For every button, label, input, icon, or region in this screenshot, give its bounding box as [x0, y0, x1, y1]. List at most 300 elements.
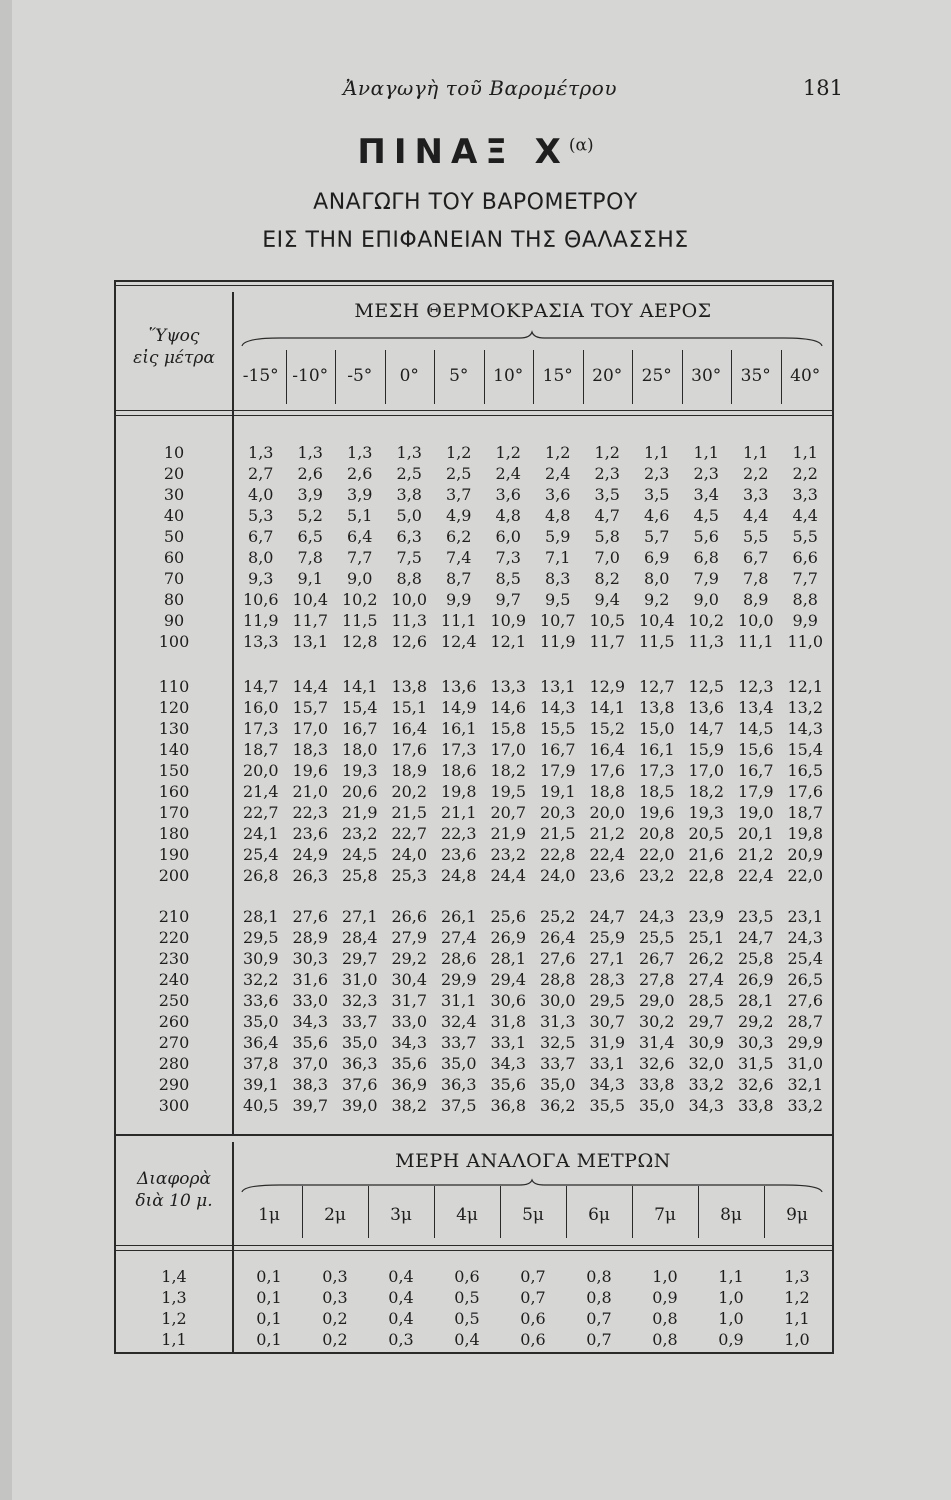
table-cell: 22,8: [539, 845, 576, 864]
table-cell: 34,3: [391, 1033, 428, 1052]
table-cell: 1,2: [446, 443, 472, 462]
table-cell: 29,4: [490, 970, 527, 989]
table-row: [236, 990, 830, 1011]
table-cell: 33,1: [589, 1054, 626, 1073]
parts-cell: 0,8: [586, 1267, 612, 1286]
parts-cell: 0,4: [388, 1267, 414, 1286]
table-cell: 31,7: [391, 991, 428, 1010]
table-row: [236, 718, 830, 739]
table-cell: 18,8: [589, 782, 626, 801]
table-cell: 34,3: [292, 1012, 329, 1031]
table-cell: 8,0: [644, 569, 670, 588]
parts-column-divider: [698, 1186, 699, 1238]
table-cell: 30,3: [737, 1033, 774, 1052]
table-cell: 14,3: [787, 719, 824, 738]
table-cell: 1,2: [545, 443, 571, 462]
table-row: [236, 865, 830, 886]
table-cell: 28,8: [539, 970, 576, 989]
table-cell: 2,7: [248, 464, 274, 483]
table-cell: 35,6: [292, 1033, 329, 1052]
table-cell: 34,3: [688, 1096, 725, 1115]
temperature-column-divider: [731, 350, 732, 404]
table-cell: 24,9: [292, 845, 329, 864]
altitude-value: 290: [158, 1075, 190, 1094]
table-cell: 18,7: [787, 803, 824, 822]
table-cell: 20,5: [688, 824, 725, 843]
table-cell: 6,6: [792, 548, 818, 567]
parts-cell: 1,0: [718, 1288, 744, 1307]
temperature-column-divider: [583, 350, 584, 404]
parts-cell: 0,8: [652, 1330, 678, 1349]
parts-header: 2μ: [324, 1205, 346, 1225]
table-cell: 24,0: [539, 866, 576, 885]
proportional-parts-caption: ΜΕΡΗ ΑΝΑΛΟΓΑ ΜΕΤΡΩΝ: [395, 1150, 671, 1172]
table-row: [236, 906, 830, 927]
table-row: [236, 844, 830, 865]
temperature-column-divider: [434, 350, 435, 404]
altitude-value: 110: [158, 677, 190, 696]
table-cell: 26,2: [688, 949, 725, 968]
table-cell: 7,4: [446, 548, 472, 567]
data-group: [236, 676, 830, 886]
table-cell: 28,5: [688, 991, 725, 1010]
table-cell: 14,9: [440, 698, 477, 717]
table-cell: 1,1: [644, 443, 670, 462]
table-cell: 10,7: [539, 611, 576, 630]
table-cell: 12,5: [688, 677, 725, 696]
table-row: [236, 547, 830, 568]
table-cell: 22,3: [440, 824, 477, 843]
table-cell: 9,0: [347, 569, 373, 588]
table-cell: 3,5: [594, 485, 620, 504]
table-cell: 16,7: [341, 719, 378, 738]
running-header: [0, 76, 951, 106]
table-cell: 29,9: [787, 1033, 824, 1052]
table-row: [236, 505, 830, 526]
table-cell: 1,3: [297, 443, 323, 462]
table-cell: 11,9: [242, 611, 279, 630]
table-cell: 15,8: [490, 719, 527, 738]
table-cell: 27,4: [688, 970, 725, 989]
table-cell: 31,8: [490, 1012, 527, 1031]
table-cell: 4,6: [644, 506, 670, 525]
temperature-header: 25°: [641, 366, 672, 386]
table-cell: 19,3: [688, 803, 725, 822]
table-cell: 22,4: [589, 845, 626, 864]
table-cell: 11,3: [391, 611, 428, 630]
table-cell: 24,7: [589, 907, 626, 926]
temperature-caption: ΜΕΣΗ ΘΕΡΜΟΚΡΑΣΙΑ ΤΟΥ ΑΕΡΟΣ: [354, 300, 712, 322]
table-cell: 21,5: [391, 803, 428, 822]
table-cell: 18,7: [242, 740, 279, 759]
table-cell: 35,5: [589, 1096, 626, 1115]
table-cell: 6,2: [446, 527, 472, 546]
table-cell: 30,4: [391, 970, 428, 989]
parts-cell: 0,9: [718, 1330, 744, 1349]
altitude-value: 280: [158, 1054, 190, 1073]
table-cell: 26,8: [242, 866, 279, 885]
table-cell: 32,2: [242, 970, 279, 989]
table-cell: 33,7: [539, 1054, 576, 1073]
parts-column-divider: [368, 1186, 369, 1238]
table-cell: 7,0: [594, 548, 620, 567]
table-cell: 8,9: [743, 590, 769, 609]
parts-row: [236, 1266, 830, 1287]
altitude-column: [118, 676, 230, 886]
table-cell: 37,5: [440, 1096, 477, 1115]
table-cell: 5,8: [594, 527, 620, 546]
parts-cell: 0,1: [256, 1288, 282, 1307]
table-cell: 7,1: [545, 548, 571, 567]
table-cell: 23,9: [688, 907, 725, 926]
table-cell: 23,1: [787, 907, 824, 926]
table-row: [236, 1011, 830, 1032]
parts-cell: 0,3: [322, 1288, 348, 1307]
difference-value: 1,2: [161, 1309, 187, 1328]
parts-header: 4μ: [456, 1205, 478, 1225]
parts-column-divider: [632, 1186, 633, 1238]
table-cell: 23,2: [341, 824, 378, 843]
parts-cell: 0,8: [652, 1309, 678, 1328]
table-right-border: [832, 280, 834, 1354]
table-cell: 6,7: [248, 527, 274, 546]
table-cell: 36,8: [490, 1096, 527, 1115]
parts-header-rule: [114, 1245, 834, 1246]
temperature-column-divider: [632, 350, 633, 404]
table-cell: 22,0: [638, 845, 675, 864]
table-cell: 12,6: [391, 632, 428, 651]
table-cell: 15,5: [539, 719, 576, 738]
table-cell: 22,4: [737, 866, 774, 885]
table-cell: 9,9: [792, 611, 818, 630]
table-cell: 37,6: [341, 1075, 378, 1094]
data-group: [236, 906, 830, 1116]
table-cell: 9,4: [594, 590, 620, 609]
parts-cell: 0,4: [388, 1288, 414, 1307]
table-cell: 23,6: [589, 866, 626, 885]
table-cell: 33,8: [638, 1075, 675, 1094]
table-cell: 31,3: [539, 1012, 576, 1031]
table-cell: 10,0: [737, 611, 774, 630]
table-cell: 16,4: [589, 740, 626, 759]
table-row: [236, 589, 830, 610]
altitude-value: 230: [158, 949, 190, 968]
table-cell: 6,8: [693, 548, 719, 567]
table-cell: 8,8: [396, 569, 422, 588]
difference-caption-line-1: Διαφορὰ: [136, 1169, 212, 1189]
table-cell: 21,9: [341, 803, 378, 822]
altitude-value: 180: [158, 824, 190, 843]
table-cell: 13,3: [490, 677, 527, 696]
table-cell: 33,7: [341, 1012, 378, 1031]
table-cell: 4,4: [792, 506, 818, 525]
table-cell: 7,7: [347, 548, 373, 567]
table-cell: 20,9: [787, 845, 824, 864]
table-cell: 29,7: [688, 1012, 725, 1031]
difference-column: [118, 1266, 230, 1350]
table-cell: 14,3: [539, 698, 576, 717]
table-cell: 15,6: [737, 740, 774, 759]
table-title-text: ΠΙΝΑΞ X: [357, 132, 569, 172]
parts-cell: 0,7: [586, 1309, 612, 1328]
table-row: [236, 823, 830, 844]
table-cell: 36,3: [440, 1075, 477, 1094]
table-cell: 16,7: [539, 740, 576, 759]
altitude-value: 140: [158, 740, 190, 759]
altitude-column: [118, 442, 230, 652]
table-cell: 29,7: [341, 949, 378, 968]
table-cell: 35,0: [539, 1075, 576, 1094]
table-cell: 5,9: [545, 527, 571, 546]
altitude-value: 170: [158, 803, 190, 822]
altitude-value: 50: [163, 527, 185, 546]
table-cell: 23,5: [737, 907, 774, 926]
parts-header: 6μ: [588, 1205, 610, 1225]
table-cell: 27,1: [341, 907, 378, 926]
table-row: [236, 568, 830, 589]
table-title-suffix: (α): [568, 135, 594, 156]
temperature-header: 15°: [542, 366, 573, 386]
table-cell: 18,9: [391, 761, 428, 780]
table-cell: 24,3: [638, 907, 675, 926]
table-cell: 1,3: [347, 443, 373, 462]
table-cell: 17,6: [589, 761, 626, 780]
table-cell: 7,8: [297, 548, 323, 567]
temperature-header: 40°: [790, 366, 821, 386]
table-cell: 4,9: [446, 506, 472, 525]
table-cell: 3,9: [347, 485, 373, 504]
table-cell: 4,4: [743, 506, 769, 525]
table-cell: 23,6: [440, 845, 477, 864]
table-cell: 10,2: [688, 611, 725, 630]
parts-header: 3μ: [390, 1205, 412, 1225]
table-cell: 35,0: [242, 1012, 279, 1031]
table-cell: 26,1: [440, 907, 477, 926]
table-cell: 27,1: [589, 949, 626, 968]
altitude-value: 190: [158, 845, 190, 864]
table-cell: 31,1: [440, 991, 477, 1010]
table-cell: 26,4: [539, 928, 576, 947]
table-cell: 12,9: [589, 677, 626, 696]
table-cell: 28,1: [737, 991, 774, 1010]
table-cell: 5,5: [743, 527, 769, 546]
height-caption-line-1: Ὕψος: [148, 326, 200, 346]
table-cell: 14,6: [490, 698, 527, 717]
table-cell: 31,4: [638, 1033, 675, 1052]
altitude-value: 130: [158, 719, 190, 738]
table-row: [236, 1095, 830, 1116]
table-cell: 24,1: [242, 824, 279, 843]
table-cell: 14,4: [292, 677, 329, 696]
table-cell: 25,5: [638, 928, 675, 947]
table-cell: 27,8: [638, 970, 675, 989]
table-cell: 15,0: [638, 719, 675, 738]
table-cell: 26,9: [737, 970, 774, 989]
table-cell: 33,0: [292, 991, 329, 1010]
table-row: [236, 697, 830, 718]
table-cell: 6,4: [347, 527, 373, 546]
table-cell: 1,2: [594, 443, 620, 462]
table-row: [236, 1053, 830, 1074]
table-cell: 9,3: [248, 569, 274, 588]
table-row: [236, 631, 830, 652]
table-cell: 13,1: [539, 677, 576, 696]
parts-cell: 1,1: [784, 1309, 810, 1328]
table-cell: 20,6: [341, 782, 378, 801]
table-cell: 32,0: [688, 1054, 725, 1073]
table-cell: 11,1: [737, 632, 774, 651]
table-cell: 27,6: [787, 991, 824, 1010]
table-cell: 14,7: [242, 677, 279, 696]
table-cell: 27,6: [539, 949, 576, 968]
parts-cell: 0,1: [256, 1309, 282, 1328]
parts-cell: 1,0: [652, 1267, 678, 1286]
table-cell: 4,0: [248, 485, 274, 504]
difference-value: 1,3: [161, 1288, 187, 1307]
table-cell: 1,3: [396, 443, 422, 462]
table-cell: 5,1: [347, 506, 373, 525]
table-cell: 2,4: [545, 464, 571, 483]
table-cell: 5,5: [792, 527, 818, 546]
table-cell: 12,4: [440, 632, 477, 651]
table-cell: 13,1: [292, 632, 329, 651]
altitude-value: 60: [163, 548, 185, 567]
parts-column-divider: [434, 1186, 435, 1238]
table-cell: 2,5: [446, 464, 472, 483]
table-cell: 39,1: [242, 1075, 279, 1094]
table-row: [236, 781, 830, 802]
table-cell: 30,7: [589, 1012, 626, 1031]
table-cell: 19,8: [440, 782, 477, 801]
difference-caption: [118, 1168, 230, 1212]
parts-cell: 0,1: [256, 1330, 282, 1349]
parts-row: [236, 1308, 830, 1329]
table-cell: 39,7: [292, 1096, 329, 1115]
table-cell: 10,4: [638, 611, 675, 630]
parts-column-divider: [764, 1186, 765, 1238]
table-cell: 32,6: [638, 1054, 675, 1073]
temperature-brace: [240, 330, 824, 348]
table-cell: 33,2: [688, 1075, 725, 1094]
parts-cell: 0,8: [586, 1288, 612, 1307]
table-cell: 8,8: [792, 590, 818, 609]
table-cell: 21,4: [242, 782, 279, 801]
table-cell: 16,4: [391, 719, 428, 738]
table-cell: 24,0: [391, 845, 428, 864]
table-cell: 2,2: [743, 464, 769, 483]
parts-cell: 0,6: [454, 1267, 480, 1286]
table-cell: 38,3: [292, 1075, 329, 1094]
altitude-value: 200: [158, 866, 190, 885]
table-cell: 32,5: [539, 1033, 576, 1052]
table-cell: 29,5: [589, 991, 626, 1010]
table-cell: 31,9: [589, 1033, 626, 1052]
table-cell: 18,2: [490, 761, 527, 780]
table-cell: 4,8: [495, 506, 521, 525]
table-cell: 22,8: [688, 866, 725, 885]
parts-cell: 0,6: [520, 1309, 546, 1328]
altitude-value: 20: [163, 464, 185, 483]
table-cell: 31,5: [737, 1054, 774, 1073]
table-cell: 11,3: [688, 632, 725, 651]
table-row: [236, 802, 830, 823]
table-cell: 33,2: [787, 1096, 824, 1115]
table-cell: 21,0: [292, 782, 329, 801]
table-cell: 10,9: [490, 611, 527, 630]
altitude-value: 240: [158, 970, 190, 989]
table-bottom-rule: [114, 1352, 834, 1354]
table-cell: 20,8: [638, 824, 675, 843]
table-cell: 3,5: [644, 485, 670, 504]
table-cell: 2,5: [396, 464, 422, 483]
temperature-header: 0°: [399, 366, 419, 386]
table-cell: 11,0: [787, 632, 824, 651]
table-cell: 3,7: [446, 485, 472, 504]
table-cell: 27,6: [292, 907, 329, 926]
temperature-column-divider: [533, 350, 534, 404]
table-cell: 20,0: [242, 761, 279, 780]
table-row: [236, 1074, 830, 1095]
table-cell: 25,8: [737, 949, 774, 968]
table-cell: 22,0: [787, 866, 824, 885]
table-cell: 26,7: [638, 949, 675, 968]
parts-header: 9μ: [786, 1205, 808, 1225]
altitude-column: [118, 906, 230, 1116]
altitude-value: 30: [163, 485, 185, 504]
parts-cell: 0,2: [322, 1330, 348, 1349]
table-row: [236, 739, 830, 760]
table-cell: 28,4: [341, 928, 378, 947]
table-cell: 19,6: [638, 803, 675, 822]
table-row: [236, 610, 830, 631]
table-cell: 23,6: [292, 824, 329, 843]
table-cell: 8,2: [594, 569, 620, 588]
temperature-column-divider: [286, 350, 287, 404]
table-cell: 21,1: [440, 803, 477, 822]
parts-cell: 1,0: [718, 1309, 744, 1328]
label-column-divider: [232, 292, 234, 1134]
table-cell: 21,5: [539, 824, 576, 843]
difference-value: 1,1: [161, 1330, 187, 1349]
table-cell: 17,9: [737, 782, 774, 801]
parts-cell: 0,3: [388, 1330, 414, 1349]
table-cell: 11,5: [341, 611, 378, 630]
parts-cell: 1,3: [784, 1267, 810, 1286]
table-cell: 30,0: [539, 991, 576, 1010]
altitude-value: 250: [158, 991, 190, 1010]
table-cell: 6,7: [743, 548, 769, 567]
table-cell: 1,1: [743, 443, 769, 462]
table-cell: 18,0: [341, 740, 378, 759]
table-cell: 14,1: [341, 677, 378, 696]
table-cell: 12,7: [638, 677, 675, 696]
table-cell: 24,4: [490, 866, 527, 885]
temperature-header: 5°: [449, 366, 469, 386]
table-cell: 21,2: [589, 824, 626, 843]
table-cell: 34,3: [490, 1054, 527, 1073]
table-cell: 29,0: [638, 991, 675, 1010]
table-cell: 21,2: [737, 845, 774, 864]
table-cell: 20,1: [737, 824, 774, 843]
table-cell: 13,4: [737, 698, 774, 717]
table-cell: 22,7: [242, 803, 279, 822]
altitude-value: 260: [158, 1012, 190, 1031]
table-cell: 26,5: [787, 970, 824, 989]
table-row: [236, 760, 830, 781]
table-cell: 12,1: [490, 632, 527, 651]
table-cell: 16,0: [242, 698, 279, 717]
table-cell: 31,0: [341, 970, 378, 989]
